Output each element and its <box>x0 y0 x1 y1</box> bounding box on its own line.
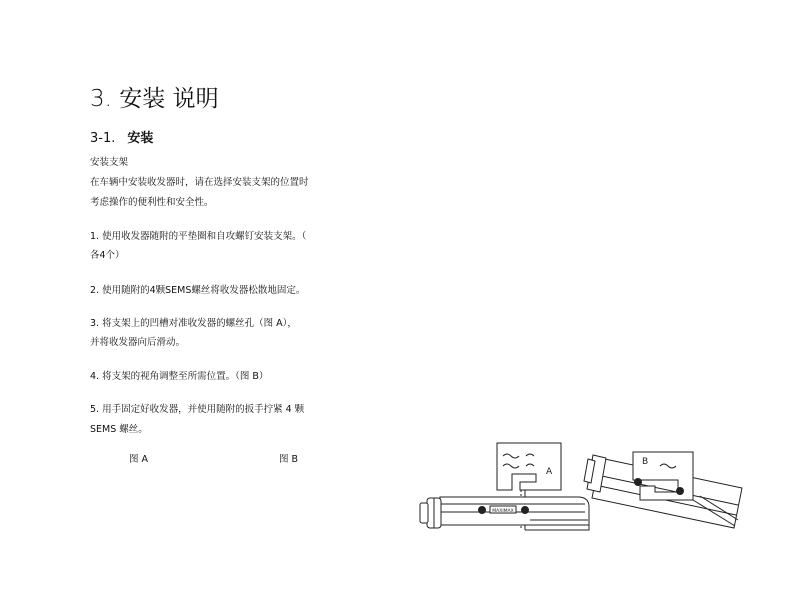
device-brand-text: MAXIMAX <box>492 509 514 514</box>
intro-line: 考虑操作的便利性和安全性。 <box>90 197 214 208</box>
figure-b-label: 图 B <box>279 454 299 465</box>
subsection-number: 3-1. <box>90 131 116 146</box>
step-5-line: 5. 用手固定好收发器，并使用随附的扳手拧紧 4 颗 <box>90 404 305 415</box>
figure-a-label: 图 A <box>129 454 149 465</box>
figure-b-drawing <box>584 452 742 528</box>
callout-a: A <box>546 467 553 477</box>
callout-b: B <box>642 457 649 467</box>
step-5-line: SEMS 螺丝。 <box>90 424 148 435</box>
step-1-line: 各4个） <box>90 250 125 261</box>
step-3-line: 并将收发器向后滑动。 <box>90 337 186 348</box>
intro-line: 在车辆中安装收发器时，请在选择安装支架的位置时 <box>90 177 309 188</box>
step-2-line: 2. 使用随附的4颗SEMS螺丝将收发器松散地固定。 <box>90 285 306 296</box>
subsection-title: 安装 <box>127 131 154 146</box>
figure-a-drawing <box>420 443 589 530</box>
step-3-line: 3. 将支架上的凹槽对准收发器的螺丝孔（图 A）， <box>90 318 297 329</box>
step-4-line: 4. 将支架的视角调整至所需位置。（图 B） <box>90 371 269 382</box>
intro-title: 安装支架 <box>90 157 129 168</box>
step-1-line: 1. 使用收发器随附的平垫圈和自攻螺钉安装支架。（ <box>90 231 307 242</box>
section-heading: 3. 安装 说明 <box>90 86 219 112</box>
